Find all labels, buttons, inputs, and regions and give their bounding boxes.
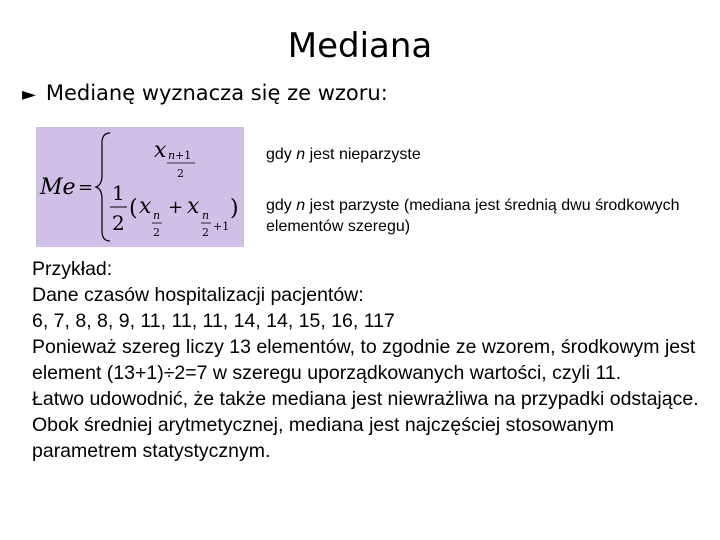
condition-even-pre: gdy bbox=[266, 197, 297, 214]
example-heading: Przykład: bbox=[32, 258, 113, 280]
case2-close-paren: ) bbox=[230, 196, 239, 221]
triangle-bullet-icon: ► bbox=[22, 84, 36, 105]
slide-title: Mediana bbox=[287, 26, 433, 66]
case2-x2-sub-two: 2 bbox=[202, 226, 209, 239]
case2-open-paren: ( bbox=[129, 196, 138, 221]
condition-odd bbox=[266, 144, 706, 165]
condition-odd-pre: gdy bbox=[266, 146, 297, 163]
case2-denominator: 2 bbox=[112, 211, 125, 235]
condition-odd-var: n bbox=[296, 146, 306, 163]
case2-x2: x bbox=[187, 194, 200, 219]
case1-sub-plus-one: +1 bbox=[175, 149, 192, 162]
example-data-series: 6, 7, 8, 8, 9, 11, 11, 11, 14, 14, 15, 16, 117 bbox=[32, 310, 395, 332]
formula-lhs: Me bbox=[40, 175, 76, 200]
case1-sub-n: n bbox=[168, 149, 176, 162]
example-intro: Dane czasów hospitalizacji pacjentów: bbox=[32, 284, 364, 306]
condition-even-post: jest parzyste (mediana jest średnią dwu środkowych elementów szeregu) bbox=[266, 197, 680, 235]
case2-x2-sub-plus-one: +1 bbox=[213, 220, 230, 233]
bullet-text: Medianę wyznacza się ze wzoru: bbox=[45, 81, 388, 105]
median-formula bbox=[36, 127, 244, 247]
case2-x1: x bbox=[139, 194, 152, 219]
formula-equals: = bbox=[78, 177, 94, 198]
formula-svg bbox=[36, 127, 244, 247]
case2-x1-sub-two: 2 bbox=[153, 226, 160, 239]
case2-x1-sub-n: n bbox=[153, 209, 161, 222]
case2-x2-sub-n: n bbox=[202, 209, 210, 222]
example-explanation: Ponieważ szereg liczy 13 elementów, to zgodnie ze wzorem, środkowym jest element (13+1)÷2=7 w szeregu uporządkowanych wartości, czyli 11. bbox=[32, 336, 696, 384]
case1-x: x bbox=[154, 138, 167, 163]
condition-even bbox=[266, 195, 706, 237]
case2-plus: + bbox=[168, 197, 184, 218]
condition-even-var: n bbox=[296, 197, 306, 214]
case1-sub-two: 2 bbox=[177, 167, 184, 180]
bullet-line bbox=[22, 76, 388, 112]
example-text bbox=[32, 256, 716, 464]
condition-odd-post: jest nieparzyste bbox=[305, 146, 421, 163]
case2-numerator: 1 bbox=[112, 181, 125, 205]
left-brace bbox=[96, 133, 110, 241]
example-conclusion: Łatwo udowodnić, że także mediana jest niewrażliwa na przypadki odstające. Obok średniej arytmetycznej, mediana jest najczęściej stosowanym parametrem statystycznym. bbox=[32, 388, 699, 462]
